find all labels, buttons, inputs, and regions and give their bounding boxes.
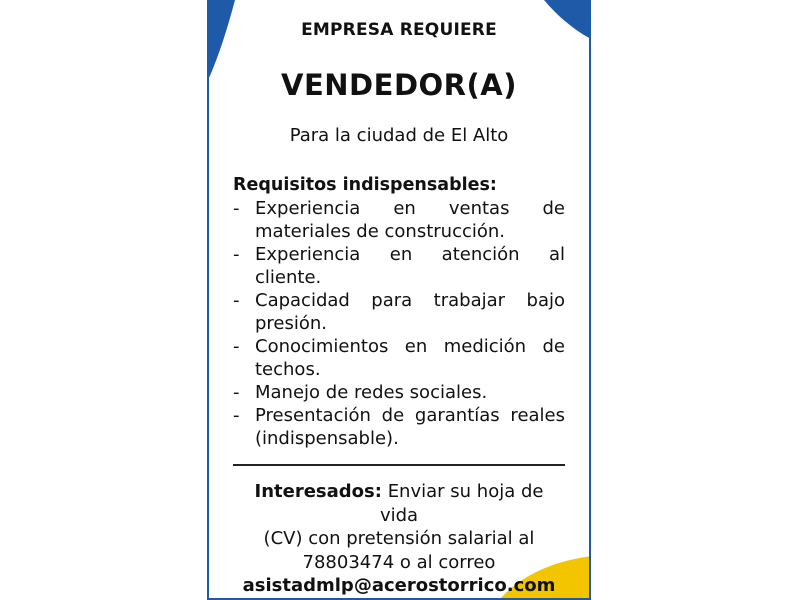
contact-email[interactable]: asistadmlp@acerostorrico.com <box>242 575 556 596</box>
company-requires-heading: EMPRESA REQUIERE <box>301 20 497 40</box>
divider <box>233 464 565 466</box>
requirement-item: - Experiencia en ventas de materiales de construcción. <box>233 198 565 242</box>
contact-section <box>233 480 565 598</box>
contact-line-3: 78803474 o al correo <box>302 551 496 573</box>
contact-line-2: (CV) con pretensión salarial al <box>263 528 535 549</box>
requirement-item: - Experiencia en atención al cliente. <box>233 244 565 288</box>
requirement-item: - Manejo de redes sociales. <box>233 382 488 403</box>
requirement-item: - Capacidad para trabajar bajo presión. <box>233 290 565 334</box>
top-left-blue-shape <box>209 0 235 78</box>
location-text: Para la ciudad de El Alto <box>289 125 509 146</box>
requirement-item: - Presentación de garantías reales (indispensable). <box>233 405 565 449</box>
position-title: VENDEDOR(A) <box>281 68 517 102</box>
requirement-item: - Conocimientos en medición de techos. <box>233 336 565 380</box>
contact-label: Interesados: <box>254 481 382 502</box>
requirements-heading: Requisitos indispensables: <box>233 175 497 195</box>
requirements-list <box>233 197 565 450</box>
contact-line-1: Interesados: Enviar su hoja de vida <box>254 481 544 526</box>
job-posting-card <box>207 0 591 600</box>
